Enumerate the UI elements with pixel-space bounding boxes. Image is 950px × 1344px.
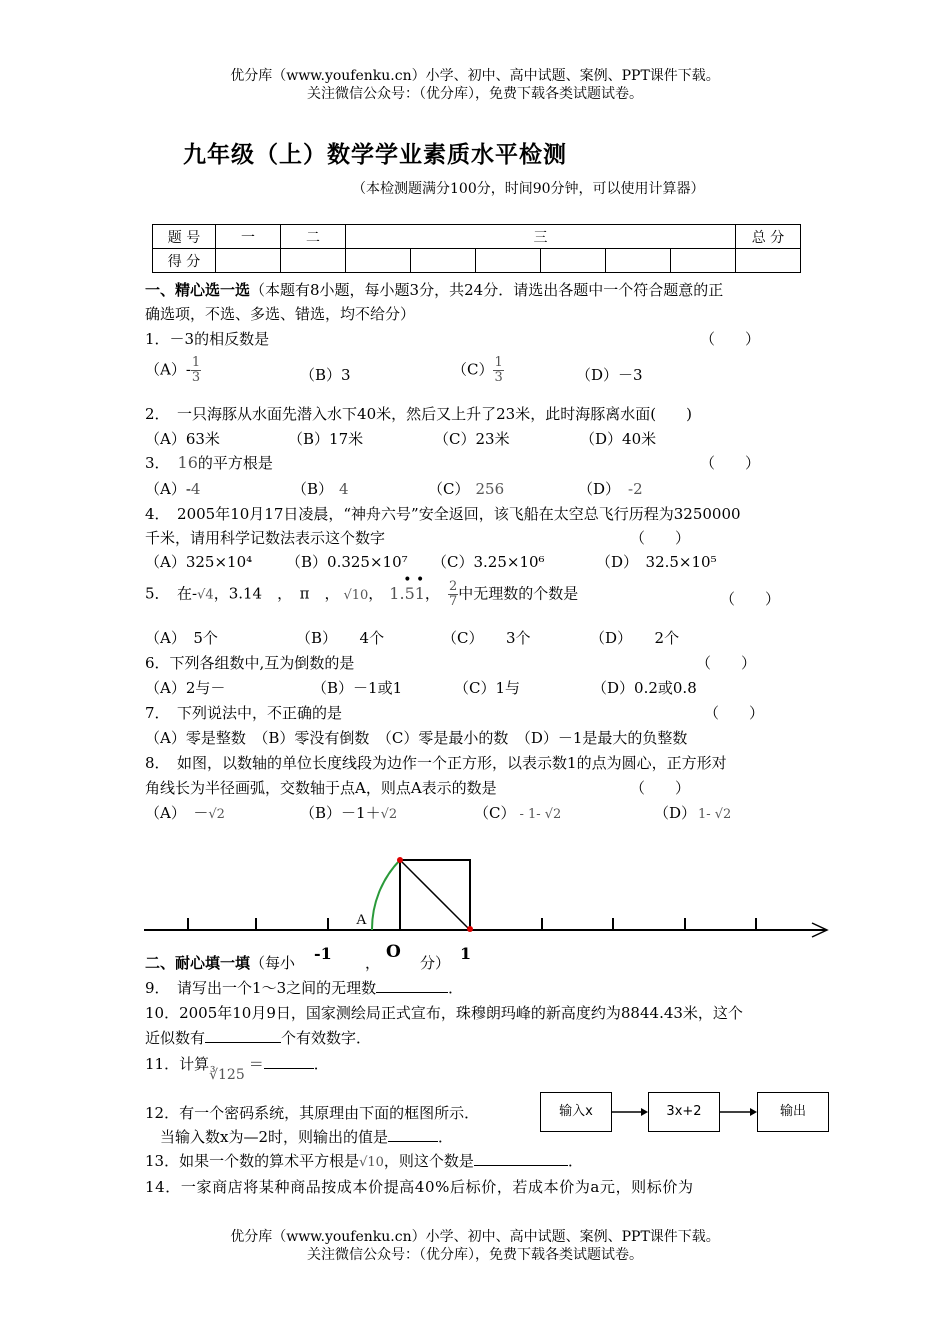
answer-blank[interactable]: [388, 1141, 438, 1142]
stem-text: ．: [567, 1152, 583, 1170]
stem-text: ．: [438, 1128, 454, 1146]
table-cell: 总 分: [736, 225, 801, 249]
q14-stem: 14．一家商店将某种商品按成本价提高40%后标价，若成本价为a元，则标价为: [145, 1178, 694, 1196]
arrow-right-icon: [750, 1108, 757, 1116]
q3-option-c[interactable]: [428, 478, 504, 499]
q4-option-b[interactable]: （B）0.325×10⁷: [286, 553, 408, 571]
score-input-cell[interactable]: [476, 249, 541, 273]
denominator: 3: [494, 370, 503, 385]
table-cell: 一: [216, 225, 281, 249]
option-label: （D）: [578, 480, 621, 498]
score-input-cell[interactable]: [606, 249, 671, 273]
vertex-point: [397, 857, 403, 863]
repeating-decimal-text: 1.51: [389, 583, 425, 603]
answer-blank[interactable]: [376, 992, 448, 993]
stem-text: ，则这个数是: [383, 1152, 474, 1170]
q8-stem-line1: 8． 如图，以数轴的单位长度线段为边作一个正方形，以表示数1的点为圆心，正方形对: [145, 754, 727, 772]
table-cell: 题 号: [153, 225, 216, 249]
option-label: （B）－1＋: [300, 804, 381, 822]
tick-label-one: 1: [460, 944, 472, 963]
option-value: 1-: [698, 807, 711, 822]
footer-line-2: 关注微信公众号：（优分库），免费下载各类试题试卷。: [307, 1247, 643, 1263]
option-label: （D）: [654, 804, 697, 822]
numerator: 1: [494, 355, 503, 370]
header-line-2: 关注微信公众号：（优分库），免费下载各类试题试卷。: [307, 86, 643, 102]
radicand: 16: [177, 453, 198, 472]
q10-stem-line2: [145, 1027, 371, 1048]
number-line-figure: [140, 850, 840, 950]
q6-option-c[interactable]: （C）1与: [454, 679, 521, 697]
denominator: 7: [448, 594, 458, 609]
score-table: [152, 224, 801, 273]
q6-option-d[interactable]: （D）0.2或0.8: [592, 679, 697, 697]
stem-text: ．: [448, 979, 464, 997]
q9-line: [145, 977, 463, 998]
q2-option-c[interactable]: （C）23米: [434, 430, 510, 448]
q8-stem-line2: 角线长为半径画弧，交数轴于点A，则点A表示的数是: [145, 779, 497, 797]
option-label: （B）: [292, 480, 334, 498]
point-a-label: A: [356, 912, 367, 928]
numerator: 2: [448, 579, 458, 594]
footer-line-1: 优分库（www.youfenku.cn）小学、初中、高中试题、案例、PPT课件下载。: [230, 1229, 720, 1245]
q3-option-b[interactable]: [292, 478, 349, 499]
section1-intro-line1: [145, 279, 723, 300]
page-title: 九年级（上）数学学业素质水平检测: [183, 141, 567, 168]
radical: √10: [343, 587, 369, 603]
radical: √2: [208, 807, 225, 822]
option-label: （C）: [428, 480, 470, 498]
stem-text: 5． 在-: [145, 584, 198, 603]
option-value: -2: [628, 480, 643, 498]
stem-text: 11．计算: [145, 1055, 210, 1073]
q4-answer-paren[interactable]: （ ）: [630, 529, 691, 547]
stem-text: ，: [424, 584, 440, 603]
option-label: （A） －: [145, 804, 209, 822]
option-value: 4: [339, 480, 349, 498]
q1-stem: 1．－3的相反数是: [145, 330, 270, 348]
q2-option-a[interactable]: （A）63米: [145, 430, 220, 448]
q12-stem-line1: 12．有一个密码系统，其原理由下面的框图所示．: [145, 1104, 480, 1122]
score-input-cell[interactable]: [671, 249, 736, 273]
fraction: [493, 356, 503, 385]
arc: [372, 860, 400, 930]
q7-answer-paren[interactable]: （ ）: [704, 704, 765, 722]
q8-option-a[interactable]: [145, 802, 225, 823]
q8-option-c[interactable]: [474, 802, 561, 823]
option-value: - 1-: [519, 807, 541, 822]
stem-text: 9． 请写出一个1～3之间的无理数: [145, 979, 377, 997]
radical: √10: [359, 1155, 384, 1170]
flow-compute-box: 3x+2: [648, 1092, 720, 1132]
q11-line: [145, 1053, 329, 1083]
q1-answer-paren[interactable]: （ ）: [700, 330, 761, 348]
stem-text: 13．如果一个数的算术平方根是: [145, 1152, 360, 1170]
answer-blank[interactable]: [205, 1042, 281, 1043]
q5-stem: [145, 571, 579, 609]
q6-option-b[interactable]: （B）－1或1: [312, 679, 403, 697]
q1-option-b[interactable]: （B）3: [300, 366, 351, 384]
q1-option-a[interactable]: [145, 356, 201, 385]
tick-label-zero: O: [386, 942, 401, 962]
q5-option-a[interactable]: （A） 5个: [145, 629, 218, 647]
table-cell: 三: [346, 225, 736, 249]
score-input-cell[interactable]: [216, 249, 281, 273]
q1-option-c[interactable]: [452, 356, 504, 385]
q10-stem-line1: 10．2005年10月9日，国家测绘局正式宣布，珠穆朗玛峰的新高度约为8844.43米，这个: [145, 1004, 743, 1022]
section2-text: 分）: [420, 954, 451, 972]
q2-option-b[interactable]: （B）17米: [288, 430, 364, 448]
section2-text: ，: [365, 954, 381, 972]
stem-text: 中无理数的个数是: [458, 584, 579, 603]
q8-answer-paren[interactable]: （ ）: [630, 779, 691, 797]
denominator: 3: [191, 370, 201, 385]
score-input-cell[interactable]: [411, 249, 476, 273]
q6-option-a[interactable]: （A）2与－: [145, 679, 226, 697]
q1-option-d[interactable]: （D）－3: [576, 366, 643, 384]
q4-option-a[interactable]: （A）325×10⁴: [145, 553, 253, 571]
q6-stem: 6．下列各组数中,互为倒数的是: [145, 654, 355, 672]
q3-stem: [145, 452, 273, 473]
q3-option-d[interactable]: [578, 478, 643, 499]
stem-text: 个有效数字．: [281, 1029, 372, 1047]
radical: √2: [544, 807, 562, 822]
radical: ∛125: [209, 1067, 245, 1083]
stem-text: 当输入数x为—2时，则输出的值是: [145, 1128, 389, 1146]
stem-text: 的平方根是: [197, 454, 273, 472]
table-cell: 二: [281, 225, 346, 249]
arrow-right-icon: [641, 1108, 648, 1116]
q4-stem-line1: 4． 2005年10月17日凌晨，“神舟六号”安全返回，该飞船在太空总飞行历程为3250000: [145, 505, 741, 523]
option-label: （C）: [452, 360, 494, 379]
q7-stem: 7． 下列说法中，不正确的是: [145, 704, 343, 722]
q7-options[interactable]: （A）零是整数 （B）零没有倒数 （C）零是最小的数 （D）－1是最大的负整数: [145, 729, 688, 747]
q8-option-d[interactable]: [654, 802, 731, 823]
stem-text: 近似数有: [145, 1029, 206, 1047]
q8-option-b[interactable]: [300, 802, 397, 823]
section2-text: （每小: [250, 954, 296, 972]
tick-label-minus-one: -1: [314, 944, 332, 963]
table-cell: 得 分: [153, 249, 216, 273]
header-line-1: 优分库（www.youfenku.cn）小学、初中、高中试题、案例、PPT课件下载。: [230, 68, 720, 84]
q5-option-d[interactable]: （D） 2个: [590, 629, 680, 647]
numerator: 1: [191, 355, 201, 370]
option-value: 256: [475, 480, 505, 498]
score-table-header-row: [153, 225, 801, 249]
flow-output-box: 输出: [757, 1092, 829, 1132]
q6-answer-paren[interactable]: （ ）: [696, 654, 757, 672]
stem-text: ，: [368, 584, 384, 603]
option-label: （C）: [474, 804, 516, 822]
q13-line: [145, 1150, 583, 1171]
score-input-cell[interactable]: [281, 249, 346, 273]
q4-stem-line2: 千米，请用科学记数法表示这个数字: [145, 529, 386, 547]
option-value: 4: [190, 480, 201, 498]
q5-option-c[interactable]: （C） 3个: [442, 629, 531, 647]
q2-option-d[interactable]: （D）40米: [580, 430, 657, 448]
answer-blank[interactable]: [264, 1068, 314, 1069]
radical: √4: [197, 587, 214, 603]
stem-text: ．: [313, 1055, 329, 1073]
repeating-decimal: • • 1.51: [389, 571, 425, 603]
q12-stem-line2: [145, 1126, 453, 1147]
radical: √2: [714, 807, 732, 822]
stem-text: ，3.14 ， π ，: [213, 584, 340, 603]
fraction: [191, 356, 201, 385]
q3-option-a[interactable]: [145, 478, 200, 499]
score-input-cell[interactable]: [736, 249, 801, 273]
score-table-score-row: [153, 249, 801, 273]
q5-answer-paren[interactable]: （ ）: [720, 590, 781, 608]
answer-blank[interactable]: [474, 1165, 568, 1166]
q4-option-c[interactable]: （C）3.25×10⁶: [432, 553, 545, 571]
question-number: 3．: [145, 454, 170, 472]
option-label: （A）-: [145, 480, 191, 498]
score-input-cell[interactable]: [541, 249, 606, 273]
q2-stem: 2． 一只海豚从水面先潜入水下40米，然后又上升了23米，此时海豚离水面( ): [145, 405, 692, 423]
q4-option-d[interactable]: （D） 32.5×10⁵: [596, 553, 717, 571]
subtitle: （本检测题满分100分，时间90分钟，可以使用计算器）: [352, 181, 705, 197]
point-one: [467, 926, 473, 932]
stem-text: ＝: [248, 1055, 264, 1073]
square-diagonal: [400, 860, 470, 930]
section2-heading: 二、耐心填一填: [145, 954, 251, 972]
score-input-cell[interactable]: [346, 249, 411, 273]
fraction: [448, 580, 458, 609]
section1-heading: 一、精心选一选: [145, 281, 251, 299]
q3-answer-paren[interactable]: （ ）: [700, 454, 761, 472]
section2-heading-line: [145, 952, 450, 973]
option-label: （A）-: [145, 360, 191, 379]
section1-intro: （本题有8小题，每小题3分，共24分．请选出各题中一个符合题意的正: [250, 281, 724, 299]
radical: √2: [380, 807, 398, 822]
section1-intro-line2: 确选项，不选、多选、错选，均不给分）: [145, 305, 416, 323]
flow-input-box: 输入x: [540, 1092, 612, 1132]
q5-option-b[interactable]: （B） 4个: [296, 629, 385, 647]
flow-arrows: [611, 1104, 759, 1120]
